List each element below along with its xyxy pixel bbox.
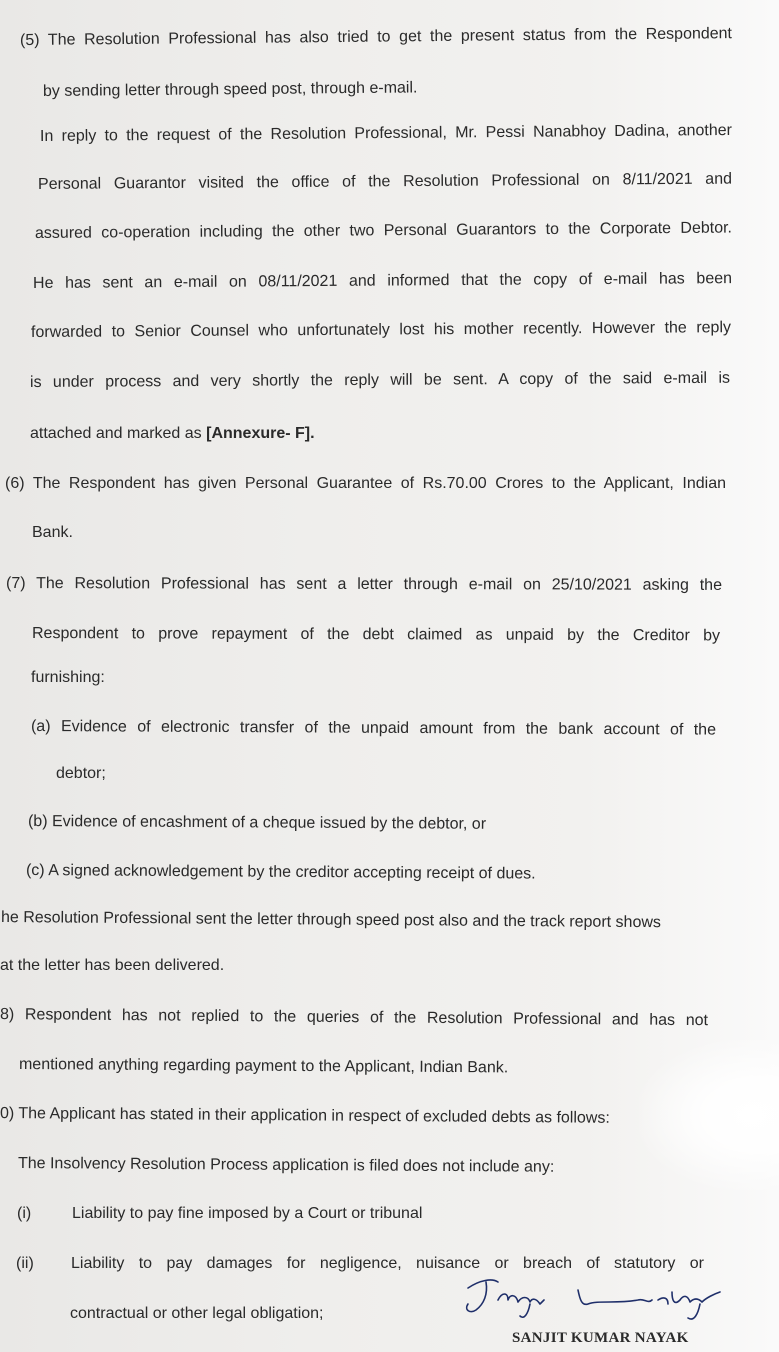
para-5-line-4: Personal Guarantor visited the office of the Resolution Professional on 8/11/2021 and [37,170,733,193]
para-10-item-ii-number: (ii) [16,1255,34,1272]
para-6-line-1: (6) The Respondent has given Personal Guarantee of Rs.70.00 Crores to the Applicant, Indian [5,475,726,492]
para-10-item-ii-line-2: contractual or other legal obligation; [70,1305,324,1322]
light-glare [639,1040,779,1190]
signatory-name: SANJIT KUMAR NAYAK [512,1330,689,1346]
para-5-line-8: is under process and very shortly the reply will be sent. A copy of the said e-mail is [29,369,731,391]
para-7-tail-line-1: he Resolution Professional sent the letter through speed post also and the track report shows [0,909,662,932]
para-8-line-1: 8) Respondent has not replied to the queries of the Resolution Professional and has not [0,1006,709,1030]
para-5-line-9 [30,424,315,444]
para-7-line-3: furnishing: [31,669,105,686]
para-8-line-2: mentioned anything regarding payment to the Applicant, Indian Bank. [18,1056,509,1077]
para-7-item-a-line-2: debtor; [56,765,106,782]
para-5-line-5: assured co-operation including the other two Personal Guarantors to the Corporate Debtor. [34,219,733,242]
para-10-item-i-text: Liability to pay fine imposed by a Court or tribunal [72,1205,423,1222]
para-7-item-a-line-1: (a) Evidence of electronic transfer of the unpaid amount from the bank account of the [30,718,717,739]
handwritten-signature [458,1270,738,1330]
annexure-f-reference: [Annexure- F]. [206,425,315,442]
para-10-item-ii-line-1: Liability to pay damages for negligence, nuisance or breach of statutory or [71,1255,704,1272]
para-7-line-1: (7) The Resolution Professional has sent a letter through e-mail on 25/10/2021 asking the [5,575,723,594]
para-5-line-6: He has sent an e-mail on 08/11/2021 and informed that the copy of e-mail has been [32,270,733,292]
para-10-line-1: 0) The Applicant has stated in their application in respect of excluded debts as follows: [0,1105,610,1127]
para-5-line-7: forwarded to Senior Counsel who unfortunately lost his mother recently. However the reply [30,319,732,341]
para-7-item-c: (c) A signed acknowledgement by the creditor accepting receipt of dues. [25,862,536,883]
para-10-line-2: The Insolvency Resolution Process application is filed does not include any: [17,1155,555,1176]
para-5-line-9-text: attached and marked as [30,425,207,442]
para-7-line-2: Respondent to prove repayment of the debt claimed as unpaid by the Creditor by [31,625,721,645]
para-7-tail-line-2: at the letter has been delivered. [0,957,225,974]
para-5-line-2: by sending letter through speed post, through e-mail. [42,79,418,100]
para-10-item-i-number: (i) [17,1205,32,1222]
para-7-item-b: (b) Evidence of encashment of a cheque issued by the debtor, or [27,813,487,833]
para-5-line-1: (5) The Resolution Professional has also tried to get the present status from the Respondent [19,25,733,49]
para-6-line-2: Bank. [32,524,73,541]
para-5-line-3: In reply to the request of the Resolution Professional, Mr. Pessi Nanabhoy Dadina, another [39,121,733,145]
